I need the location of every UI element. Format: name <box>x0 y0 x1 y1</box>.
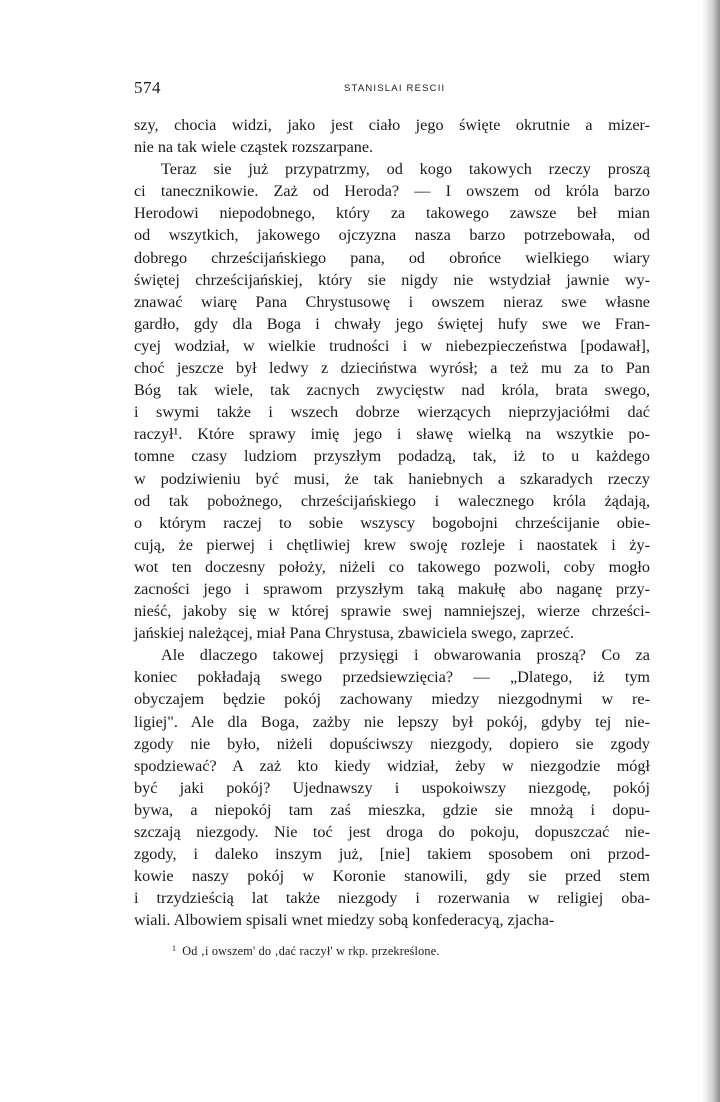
footnote-marker: 1 <box>172 944 177 953</box>
paragraph <box>134 114 650 158</box>
text-line: zgody nie było, niżeli dopuściwszy niezgody, dopiero sie zgody <box>134 734 650 753</box>
text-line: obyczajem będzie pokój zachowany miedzy niezgodnymi w re- <box>134 690 650 709</box>
text-line: o którym raczej to sobie wszyscy bogobojni chrześcijanie obie- <box>134 513 650 532</box>
page-header <box>134 78 650 102</box>
text-line: od wszytkich, jakowego ojczyzna nasza barzo potrzebowała, od <box>134 226 650 245</box>
text-line: gardło, gdy dla Boga i chwały jego świętej hufy swe we Fran- <box>134 314 650 333</box>
text-line: cują, że pierwej i chętliwiej krew swoję rozleje i naostatek i ży- <box>134 535 650 554</box>
text-line: Bóg tak wiele, tak zacnych zwycięstw nad króla, brata swego, <box>134 381 650 400</box>
text-line: zacności jego i sprawom przyszłym taką makułę abo naganę przy- <box>134 579 650 598</box>
page-edge-shadow <box>702 0 720 1102</box>
body-text <box>134 114 650 931</box>
text-line: Herodowi niepodobnego, który za takowego zawsze beł mian <box>134 204 650 223</box>
text-line: znawać wiarę Pana Chrystusowę i owszem nieraz swe własne <box>134 292 650 311</box>
text-line: tomne czasy ludziom przyszłym podadzą, tak, iż to u każdego <box>134 447 650 466</box>
footnote-text: Od ‚i owszem' do ‚dać raczył' w rkp. przekreślone. <box>182 944 440 958</box>
text-line: od tak pobożnego, chrześcijańskiego i walecznego króla żądają, <box>134 491 650 510</box>
text-line: dobrego chrześcijańskiego pana, od obrońce wielkiego wiary <box>134 248 650 267</box>
text-line: jańskiej należącej, miał Pana Chrystusa, zbawiciela swego, zaprzeć. <box>134 624 575 643</box>
text-line: bywa, a niepokój tam zaś mieszka, gdzie sie mnożą i dopu- <box>134 800 650 819</box>
text-line: świętej chrześcijańskiej, który sie nigdy nie wstydział jawnie wy- <box>134 270 650 289</box>
text-line: zgody, i daleko inszym już, [nie] takiem sposobem oni przod- <box>134 845 650 864</box>
text-line: nie na tak wiele cząstek rozszarpane. <box>134 138 374 157</box>
text-line: wot ten doczesny położy, niżeli co takowego pozwoli, coby mogło <box>134 557 650 576</box>
text-line: i trzydzieścią lat także niezgody i rozerwania w religiej oba- <box>134 889 650 908</box>
text-line: Teraz sie już przypatrzmy, od kogo takowych rzeczy proszą <box>161 160 650 179</box>
running-title: STANISLAI RESCII <box>344 83 446 94</box>
text-line: szczają niezgody. Nie toć jest droga do pokoju, dopuszczać nie- <box>134 823 650 841</box>
text-line: i swymi także i wszech dobrze wierzących nieprzyjaciółmi dać <box>134 403 650 422</box>
footnote <box>172 944 440 959</box>
text-line: cyej wodział, w wielkie trudności i w niebezpieczeństwa [podawał], <box>134 336 650 355</box>
text-line: kowie naszy pokój w Koronie stanowili, gdy sie przed stem <box>134 867 650 886</box>
text-line: raczył¹. Które sprawy imię jego i sławę wielką na wszytkie po- <box>134 425 650 444</box>
text-line: w podziwieniu być musi, że tak haniebnych a szkaradych rzeczy <box>134 469 650 488</box>
text-line: ligiej". Ale dla Boga, zażby nie lepszy był pokój, gdyby tej nie- <box>134 712 650 731</box>
text-line: spodziewać? A zaż kto kiedy widział, żeby w niezgodzie mógł <box>134 756 650 775</box>
text-line: choć jeszcze był ledwy z dzieciństwa wyrósł; a też mu za to Pan <box>134 359 650 378</box>
text-line: nieść, jakoby się w której sprawie swej namniejszej, wierze chrześci- <box>134 602 650 621</box>
paragraph <box>134 644 650 931</box>
text-line: szy, chocia widzi, jako jest ciało jego święte okrutnie a mizer- <box>134 116 650 134</box>
page-number: 574 <box>134 78 161 97</box>
text-line: Ale dlaczego takowej przysięgi i obwarowania proszą? Co za <box>161 646 650 665</box>
paragraph <box>134 158 650 644</box>
text-line: koniec pokładają swego przedsiewzięcia? — „Dlatego, iż tym <box>134 668 650 687</box>
text-line: wiali. Albowiem spisali wnet miedzy sobą konfederacyą, zjacha- <box>134 911 555 930</box>
text-line: ci tanecznikowie. Zaż od Heroda? — I owszem od króla barzo <box>134 182 650 201</box>
text-line: być jaki pokój? Ujednawszy i uspokoiwszy niezgodę, pokój <box>134 778 650 797</box>
